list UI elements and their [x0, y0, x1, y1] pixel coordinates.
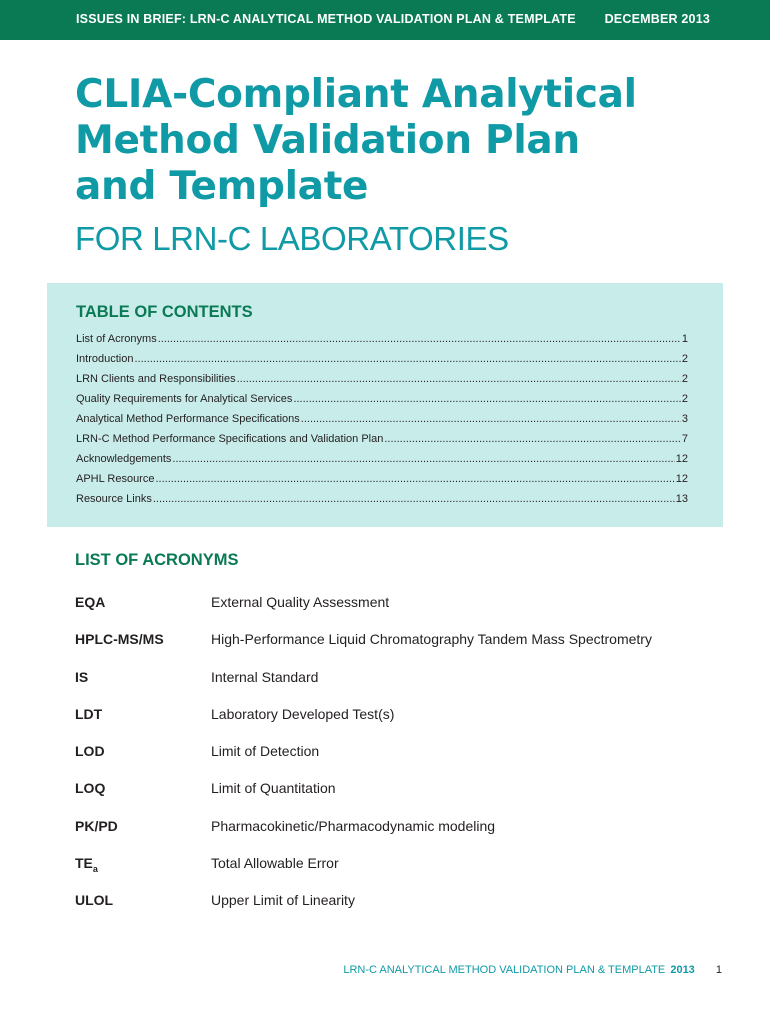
toc-leader-dots [301, 413, 681, 425]
header-date: DECEMBER 2013 [604, 12, 710, 26]
footer-year: 2013 [670, 964, 695, 976]
acronym-row [75, 852, 715, 889]
title-line-2: Method Validation Plan [75, 118, 580, 163]
acronym-term: LOD [75, 743, 105, 760]
acronym-definition: Pharmacokinetic/Pharmacodynamic modeling [211, 817, 496, 834]
acronym-definition: Limit of Detection [211, 743, 320, 760]
toc-entry[interactable] [76, 433, 688, 453]
toc-leader-dots [293, 393, 680, 405]
acronym-definition: Limit of Quantitation [211, 780, 336, 797]
toc-entry-page: 12 [675, 473, 688, 485]
toc-entry-page: 1 [681, 333, 688, 345]
acronym-definition: Total Allowable Error [211, 855, 339, 872]
toc-heading: TABLE OF CONTENTS [76, 303, 253, 321]
table-of-contents [47, 283, 723, 527]
toc-entry-title: Acknowledgements [76, 453, 172, 465]
acronym-definition: Upper Limit of Linearity [211, 892, 355, 909]
toc-entry-title: LRN-C Method Performance Specifications and Validation Plan [76, 433, 384, 445]
header-series-title: ISSUES IN BRIEF: LRN-C ANALYTICAL METHOD VALIDATION PLAN & TEMPLATE [76, 12, 576, 26]
toc-entry[interactable] [76, 333, 688, 353]
page-number: 1 [715, 964, 722, 976]
toc-entry-title: Analytical Method Performance Specifications [76, 413, 300, 425]
toc-entry-title: Resource Links [76, 493, 152, 505]
acronym-row [75, 889, 715, 926]
header-bar [0, 0, 770, 40]
toc-entry-page: 3 [681, 413, 688, 425]
toc-list [76, 333, 688, 513]
acronym-term: ULOL [75, 892, 114, 909]
toc-entry-title: APHL Resource [76, 473, 155, 485]
toc-leader-dots [237, 373, 681, 385]
toc-entry-page: 13 [675, 493, 688, 505]
acronym-list [75, 591, 715, 927]
toc-entry-page: 2 [681, 393, 688, 405]
toc-leader-dots [158, 333, 681, 345]
acronym-term [75, 855, 98, 874]
acronym-term: PK/PD [75, 817, 118, 834]
acronym-definition: Laboratory Developed Test(s) [211, 705, 395, 722]
toc-entry-title: List of Acronyms [76, 333, 157, 345]
title-line-1: CLIA-Compliant Analytical [75, 72, 637, 117]
title-line-3: and Template [75, 164, 369, 209]
acronym-term: EQA [75, 594, 106, 610]
toc-entry-page: 12 [675, 453, 688, 465]
toc-entry-page: 7 [681, 433, 688, 445]
toc-leader-dots [384, 433, 681, 445]
toc-entry[interactable] [76, 473, 688, 493]
acronym-term: HPLC-MS/MS [75, 631, 164, 648]
acronym-row [75, 815, 715, 852]
toc-entry[interactable] [76, 453, 688, 473]
acronym-term-subscript: a [92, 864, 98, 875]
document-subtitle: FOR LRN-C LABORATORIES [75, 220, 509, 257]
acronym-row [75, 703, 715, 740]
acronym-row [75, 628, 715, 665]
toc-leader-dots [134, 353, 680, 365]
acronym-term: IS [75, 668, 89, 685]
acronym-definition: Internal Standard [211, 668, 319, 685]
toc-entry[interactable] [76, 493, 688, 513]
toc-entry-title: LRN Clients and Responsibilities [76, 373, 236, 385]
acronym-definition: External Quality Assessment [211, 594, 390, 610]
toc-entry-title: Quality Requirements for Analytical Services [76, 393, 293, 405]
acronym-definition: High-Performance Liquid Chromatography Tandem Mass Spectrometry [211, 631, 652, 648]
toc-entry[interactable] [76, 373, 688, 393]
toc-leader-dots [153, 493, 675, 505]
acronym-row [75, 666, 715, 703]
toc-entry-page: 2 [681, 373, 688, 385]
page-footer [343, 964, 722, 976]
document-title [75, 72, 735, 210]
toc-entry-title: Introduction [76, 353, 134, 365]
acronym-row [75, 777, 715, 814]
toc-entry[interactable] [76, 393, 688, 413]
footer-running-title: LRN-C ANALYTICAL METHOD VALIDATION PLAN & TEMPLATE [343, 964, 666, 976]
acronyms-heading: LIST OF ACRONYMS [75, 551, 239, 569]
acronym-term: LOQ [75, 780, 106, 797]
toc-entry-page: 2 [681, 353, 688, 365]
acronym-row [75, 591, 715, 628]
acronym-row [75, 740, 715, 777]
toc-entry[interactable] [76, 413, 688, 433]
toc-leader-dots [172, 453, 674, 465]
acronym-term-base: TE [75, 855, 93, 872]
acronym-term: LDT [75, 705, 103, 722]
toc-entry[interactable] [76, 353, 688, 373]
toc-leader-dots [155, 473, 674, 485]
